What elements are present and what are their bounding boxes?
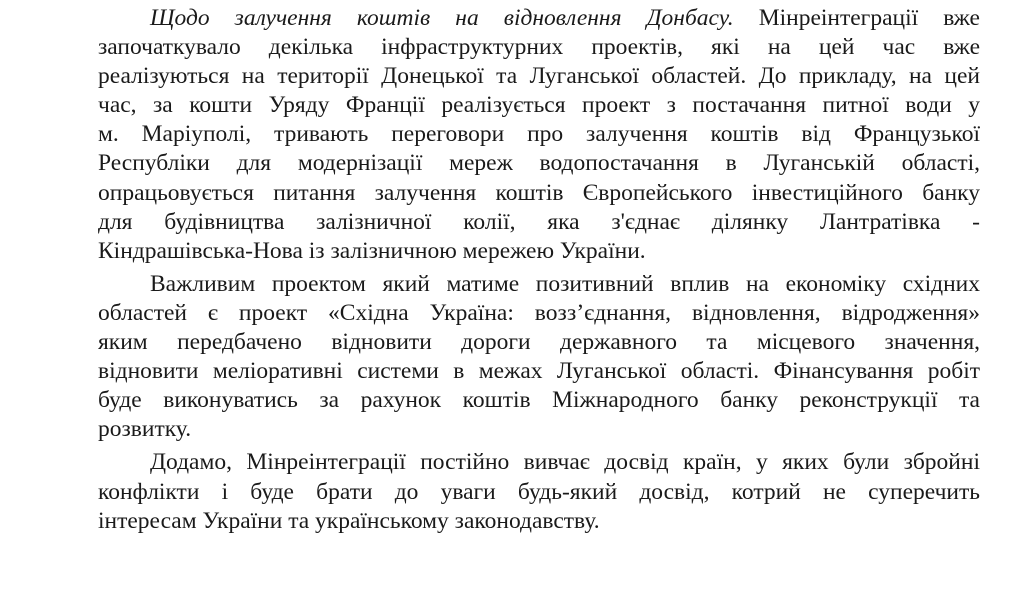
text-line: Республіки для модернізації мереж водопостачання в Луганській області, (98, 150, 980, 177)
text-line: Важливим проектом який матиме позитивний вплив на економіку східних (150, 270, 980, 297)
text-line: відновити меліоративні системи в межах Луганської області. Фінансування робіт (98, 358, 980, 385)
text-line: інтересам України та українському законодавству. (98, 507, 600, 534)
text-line: яким передбачено відновити дороги державного та місцевого значення, (98, 329, 980, 356)
text-span: Мінреінтеграції вже (733, 5, 980, 31)
document-body (98, 4, 980, 536)
text-line: започаткувало декілька інфраструктурних проектів, які на цей час вже (98, 34, 980, 61)
text-line: опрацьовується питання залучення коштів Європейського інвестиційного банку (98, 179, 980, 206)
section-heading: Щодо залучення коштів на відновлення Донбасу. (150, 5, 734, 31)
text-line: розвитку. (98, 416, 192, 443)
text-line: для будівництва залізничної колії, яка з'єднає ділянку Лантратівка - (98, 208, 980, 235)
paragraph-conflict-experience (98, 448, 980, 535)
text-line: м. Маріуполі, тривають переговори про залучення коштів від Французької (98, 121, 980, 148)
text-line: Кіндрашівська-Нова із залізничною мережею України. (98, 237, 646, 264)
text-line: буде виконуватись за рахунок коштів Міжнародного банку реконструкції та (98, 387, 980, 414)
text-line: областей є проект «Східна Україна: воззʼєднання, відновлення, відродження» (98, 299, 980, 326)
text-line: Додамо, Мінреінтеграції постійно вивчає досвід країн, у яких були збройні (150, 449, 980, 476)
text-line (98, 4, 980, 33)
paragraph-eastern-ukraine-project (98, 270, 980, 445)
text-line: час, за кошти Уряду Франції реалізується проект з постачання питної води у (98, 92, 980, 119)
paragraph-donbas-funding (98, 4, 980, 266)
text-line: реалізуються на території Донецької та Луганської областей. До прикладу, на цей (98, 63, 980, 90)
text-line: конфлікти і буде брати до уваги будь-який досвід, котрий не суперечить (98, 478, 980, 505)
